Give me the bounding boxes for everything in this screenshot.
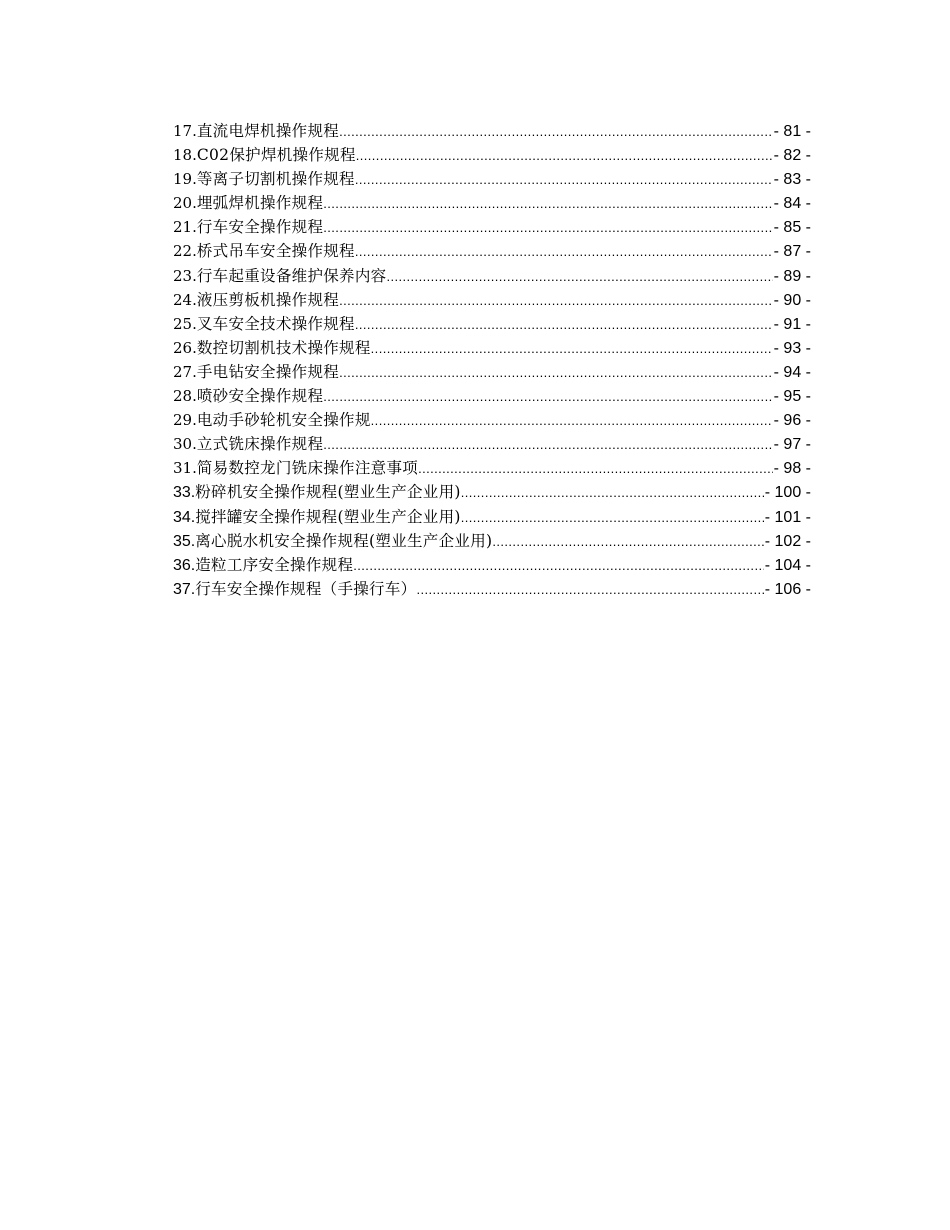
toc-entry-page-number: - 87 -: [773, 243, 811, 261]
toc-entry[interactable]: [173, 360, 811, 384]
toc-entry-number: 31.: [173, 459, 197, 478]
toc-dot-leader: [323, 433, 772, 457]
toc-entry-page-number: - 104 -: [764, 556, 811, 574]
toc-entry[interactable]: [173, 288, 811, 312]
toc-entry-number: 24.: [173, 290, 197, 309]
toc-entry-title: 粉碎机安全操作规程(塑业生产企业用): [195, 483, 461, 502]
toc-entry[interactable]: [173, 505, 811, 529]
toc-dot-leader: [418, 457, 773, 481]
toc-entry-number: 36.: [173, 556, 196, 574]
toc-entry-title: 手电钻安全操作规程: [196, 362, 340, 381]
toc-entry-title: 等离子切割机操作规程: [196, 170, 355, 189]
toc-dot-leader: [461, 481, 764, 505]
toc-entry-page-number: - 82 -: [773, 147, 811, 165]
toc-entry-page-number: - 94 -: [773, 363, 811, 381]
toc-entry-title: C02保护焊机操作规程: [196, 146, 356, 165]
toc-entry-page-number: - 85 -: [773, 219, 811, 237]
toc-entry-title: 行车安全操作规程: [196, 218, 324, 237]
toc-entry-title: 造粒工序安全操作规程: [195, 555, 354, 574]
toc-entry-page-number: - 83 -: [773, 171, 811, 189]
toc-entry-number: 26.: [173, 338, 197, 357]
toc-entry[interactable]: [173, 312, 811, 336]
toc-entry-page-number: - 93 -: [773, 339, 811, 357]
toc-entry-title: 简易数控龙门铣床操作注意事项: [196, 459, 419, 478]
toc-dot-leader: [355, 240, 773, 264]
toc-entry-title: 离心脱水机安全操作规程(塑业生产企业用): [195, 531, 493, 550]
toc-dot-leader: [356, 144, 773, 168]
toc-dot-leader: [371, 337, 773, 361]
toc-entry[interactable]: [173, 167, 811, 191]
toc-entry-number: 33.: [173, 484, 196, 502]
toc-entry-number: 37.: [173, 580, 196, 598]
toc-entry-number: 25.: [173, 314, 197, 333]
toc-entry-title: 电动手砂轮机安全操作规: [196, 411, 371, 430]
toc-entry-title: 液压剪板机操作规程: [196, 290, 340, 309]
toc-entry-page-number: - 106 -: [764, 580, 811, 598]
toc-dot-leader: [323, 216, 772, 240]
toc-entry-title: 数控切割机技术操作规程: [196, 338, 371, 357]
toc-entry-title: 立式铣床操作规程: [196, 435, 324, 454]
toc-dot-leader: [339, 361, 773, 385]
toc-entry-number: 29.: [173, 411, 197, 430]
toc-entry[interactable]: [173, 215, 811, 239]
toc-entry-number: 35.: [173, 532, 196, 550]
toc-entry-title: 桥式吊车安全操作规程: [196, 242, 355, 261]
toc-entry-page-number: - 84 -: [773, 195, 811, 213]
toc-entry-number: 20.: [173, 194, 197, 213]
toc-entry-title: 行车起重设备维护保养内容: [196, 266, 387, 285]
toc-dot-leader: [386, 265, 772, 289]
toc-entry-page-number: - 89 -: [773, 267, 811, 285]
toc-entry-number: 28.: [173, 387, 197, 406]
toc-entry[interactable]: [173, 143, 811, 167]
toc-dot-leader: [323, 192, 772, 216]
toc-dot-leader: [492, 530, 763, 554]
toc-entry[interactable]: [173, 408, 811, 432]
toc-entry-number: 23.: [173, 266, 197, 285]
toc-dot-leader: [371, 409, 773, 433]
toc-entry[interactable]: [173, 553, 811, 577]
toc-entry-page-number: - 102 -: [764, 532, 811, 550]
toc-entry-page-number: - 98 -: [773, 460, 811, 478]
toc-entry-title: 叉车安全技术操作规程: [196, 314, 355, 333]
toc-dot-leader: [353, 554, 763, 578]
toc-entry-number: 34.: [173, 508, 196, 526]
toc-entry-page-number: - 96 -: [773, 412, 811, 430]
toc-entry[interactable]: [173, 529, 811, 553]
toc-entry-page-number: - 81 -: [773, 123, 811, 140]
toc-entry[interactable]: [173, 119, 811, 143]
toc-entry-number: 17.: [173, 122, 197, 140]
toc-entry[interactable]: [173, 336, 811, 360]
toc-entry[interactable]: [173, 191, 811, 215]
toc-entry[interactable]: [173, 384, 811, 408]
toc-entry[interactable]: [173, 577, 811, 601]
toc-entry[interactable]: [173, 239, 811, 263]
toc-dot-leader: [339, 120, 773, 144]
toc-entry-page-number: - 101 -: [764, 508, 811, 526]
toc-entry-title: 喷砂安全操作规程: [196, 387, 324, 406]
toc-entry[interactable]: [173, 456, 811, 480]
toc-entry[interactable]: [173, 264, 811, 288]
toc-entry-number: 27.: [173, 362, 197, 381]
toc-dot-leader: [355, 168, 773, 192]
toc-entry-number: 19.: [173, 170, 197, 189]
toc-dot-leader: [339, 289, 773, 313]
toc-entry[interactable]: [173, 480, 811, 504]
toc-entry[interactable]: [173, 432, 811, 456]
toc-entry-title: 直流电焊机操作规程: [196, 122, 340, 140]
toc-entry-page-number: - 95 -: [773, 388, 811, 406]
toc-entry-title: 搅拌罐安全操作规程(塑业生产企业用): [195, 507, 461, 526]
toc-entry-number: 21.: [173, 218, 197, 237]
toc-entry-page-number: - 91 -: [773, 315, 811, 333]
toc-dot-leader: [323, 385, 772, 409]
toc-entry-page-number: - 97 -: [773, 436, 811, 454]
toc-entry-title: 埋弧焊机操作规程: [196, 194, 324, 213]
toc-dot-leader: [461, 506, 764, 530]
toc-entry-number: 22.: [173, 242, 197, 261]
toc-dot-leader: [416, 578, 763, 602]
toc-entry-page-number: - 100 -: [764, 484, 811, 502]
toc-entry-number: 30.: [173, 435, 197, 454]
table-of-contents: [173, 119, 811, 601]
toc-entry-number: 18.: [173, 146, 197, 165]
toc-dot-leader: [355, 313, 773, 337]
toc-entry-page-number: - 90 -: [773, 291, 811, 309]
toc-entry-title: 行车安全操作规程（手操行车）: [195, 579, 417, 598]
